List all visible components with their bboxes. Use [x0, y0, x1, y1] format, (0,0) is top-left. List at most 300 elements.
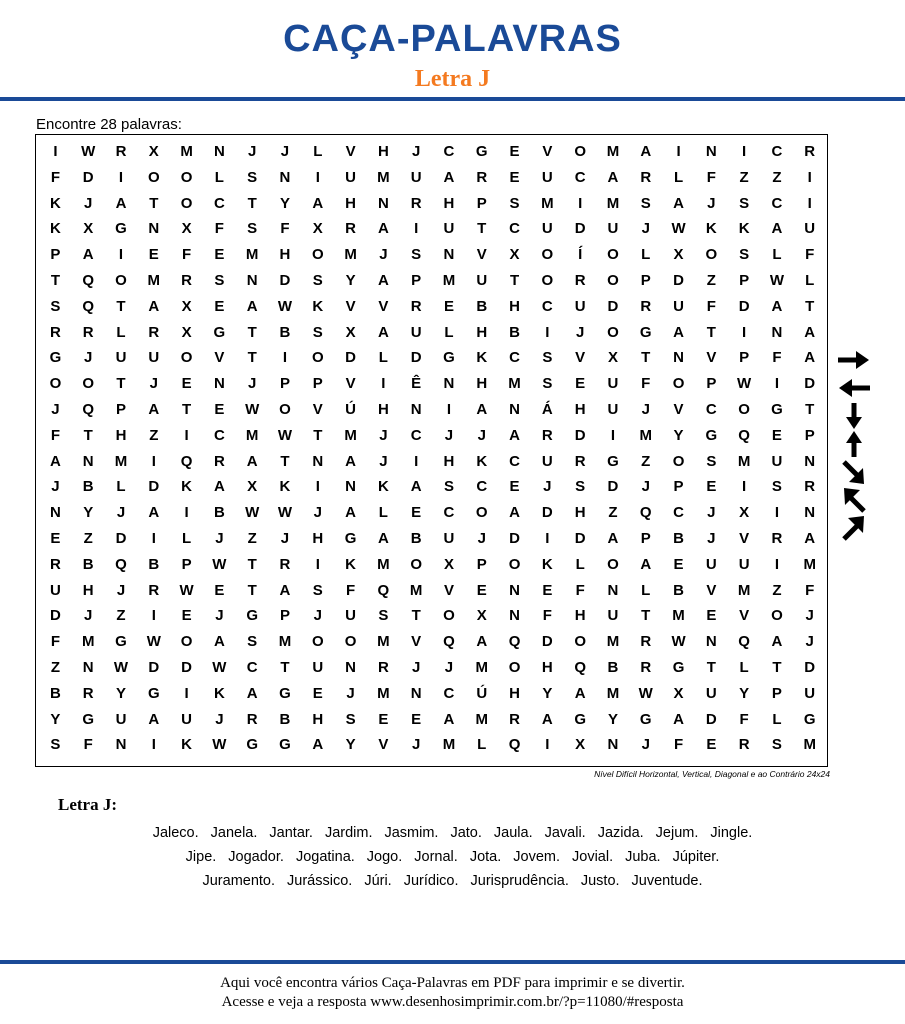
- word-list-line: [0, 872, 905, 890]
- grid-cell: I: [774, 375, 780, 393]
- grid-cell: G: [115, 220, 127, 238]
- grid-cell: M: [475, 658, 488, 676]
- grid-cell: V: [542, 143, 553, 160]
- grid-cell: N: [345, 478, 356, 496]
- grid-cell: F: [182, 246, 192, 264]
- grid-cell: I: [151, 452, 156, 470]
- grid-cell: Z: [50, 658, 60, 676]
- grid-cell: P: [312, 375, 323, 393]
- grid-cell: V: [443, 581, 454, 599]
- grid-cell: A: [148, 504, 160, 522]
- grid-cell: P: [640, 529, 651, 547]
- grid-cell: F: [50, 426, 60, 444]
- word-item: Júri.: [364, 873, 392, 889]
- arrow-up-left-icon: [836, 486, 872, 514]
- grid-cell: L: [444, 323, 454, 341]
- grid-cell: R: [509, 710, 520, 728]
- grid-cell: F: [772, 349, 782, 367]
- grid-cell: A: [377, 271, 389, 289]
- word-item: Jejum.: [655, 825, 699, 841]
- grid-cell: X: [509, 246, 520, 264]
- grid-cell: V: [739, 529, 750, 547]
- grid-cell: U: [607, 375, 619, 393]
- grid-cell: V: [476, 246, 487, 264]
- grid-cell: L: [214, 168, 224, 186]
- grid-cell: C: [443, 143, 455, 160]
- grid-cell: T: [116, 375, 126, 393]
- word-item: Jogo.: [366, 849, 403, 865]
- grid-cell: A: [804, 529, 816, 547]
- grid-cell: M: [377, 555, 390, 573]
- grid-cell: C: [213, 426, 225, 444]
- grid-cell: S: [411, 246, 422, 264]
- grid-cell: E: [411, 504, 422, 522]
- grid-cell: G: [344, 529, 357, 547]
- grid-cell: A: [443, 710, 455, 728]
- grid-cell: N: [509, 400, 520, 418]
- direction-legend: [836, 346, 872, 542]
- grid-cell: O: [115, 271, 127, 289]
- grid-cell: R: [804, 143, 816, 160]
- grid-cell: D: [148, 658, 160, 676]
- grid-cell: W: [737, 375, 752, 393]
- grid-cell: K: [541, 555, 553, 573]
- grid-cell: J: [575, 323, 585, 341]
- grid-cell: Q: [574, 658, 586, 676]
- grid-cell: Q: [639, 504, 652, 522]
- footer-link[interactable]: Acesse e veja a resposta www.desenhosimprimir.com.br/?p=11080/#resposta: [221, 994, 684, 1010]
- grid-cell: O: [443, 607, 455, 625]
- grid-cell: R: [574, 452, 586, 470]
- grid-cell: Q: [115, 555, 127, 573]
- grid-cell: X: [247, 478, 258, 496]
- grid-cell: U: [607, 400, 619, 418]
- grid-cell: U: [443, 529, 455, 547]
- grid-cell: A: [410, 478, 422, 496]
- grid-cell: V: [706, 581, 717, 599]
- grid-cell: S: [739, 194, 750, 212]
- grid-cell: A: [509, 504, 520, 522]
- grid-cell: N: [82, 452, 94, 470]
- grid-cell: T: [509, 271, 520, 289]
- grid-cell: X: [443, 555, 454, 573]
- grid-cell: I: [151, 736, 156, 754]
- grid-cell: T: [706, 323, 716, 341]
- grid-cell: M: [377, 684, 390, 702]
- grid-cell: O: [771, 607, 783, 625]
- grid-cell: H: [312, 529, 324, 547]
- grid-cell: I: [315, 555, 320, 573]
- grid-cell: L: [116, 478, 126, 496]
- grid-cell: L: [313, 143, 323, 160]
- grid-cell: J: [444, 426, 454, 444]
- grid-cell: T: [116, 297, 126, 315]
- grid-cell: J: [805, 607, 814, 625]
- grid-cell: N: [312, 452, 324, 470]
- grid-cell: S: [509, 194, 520, 212]
- grid-cell: E: [706, 478, 717, 496]
- word-item: Júpiter.: [672, 849, 720, 865]
- grid-cell: I: [53, 143, 58, 160]
- grid-cell: R: [574, 271, 586, 289]
- grid-cell: L: [378, 349, 388, 367]
- grid-cell: T: [805, 297, 815, 315]
- grid-cell: A: [640, 555, 652, 573]
- grid-cell: E: [411, 710, 422, 728]
- grid-cell: P: [673, 478, 684, 496]
- grid-cell: W: [671, 220, 686, 238]
- grid-cell: X: [607, 349, 618, 367]
- grid-cell: A: [476, 400, 488, 418]
- grid-cell: G: [443, 349, 455, 367]
- grid-cell: U: [541, 452, 553, 470]
- grid-cell: Ú: [345, 400, 356, 418]
- grid-cell: Y: [673, 426, 684, 444]
- grid-cell: J: [641, 478, 650, 496]
- grid-cell: R: [476, 168, 488, 186]
- grid-cell: O: [180, 168, 193, 186]
- grid-cell: Z: [149, 426, 159, 444]
- grid-cell: J: [51, 400, 60, 418]
- grid-cell: G: [49, 349, 62, 367]
- grid-cell: S: [378, 607, 389, 625]
- grid-cell: I: [545, 529, 550, 547]
- grid-cell: O: [607, 555, 619, 573]
- grid-cell: S: [214, 271, 225, 289]
- grid-cell: X: [575, 736, 586, 754]
- grid-cell: I: [446, 400, 452, 418]
- grid-cell: H: [312, 710, 324, 728]
- grid-cell: V: [378, 736, 389, 754]
- grid-cell: H: [574, 504, 586, 522]
- grid-cell: C: [574, 168, 586, 186]
- grid-cell: N: [246, 271, 258, 289]
- word-item: Javali.: [544, 825, 586, 841]
- grid-cell: O: [279, 400, 291, 418]
- grid-cell: C: [509, 452, 520, 470]
- grid-cell: Q: [508, 736, 521, 754]
- grid-cell: T: [411, 607, 421, 625]
- grid-cell: N: [607, 581, 619, 599]
- grid-cell: C: [410, 426, 422, 444]
- word-item: Jaleco.: [152, 825, 199, 841]
- grid-cell: S: [247, 168, 258, 186]
- grid-cell: N: [771, 323, 783, 341]
- grid-cell: R: [148, 323, 160, 341]
- grid-cell: V: [575, 349, 586, 367]
- grid-cell: G: [771, 400, 783, 418]
- grid-cell: D: [148, 478, 160, 496]
- grid-cell: W: [81, 143, 96, 160]
- grid-cell: B: [279, 710, 291, 728]
- grid-cell: Ê: [411, 375, 422, 393]
- word-item: Jogador.: [228, 849, 284, 865]
- grid-cell: Q: [738, 426, 750, 444]
- grid-cell: D: [509, 529, 520, 547]
- grid-cell: V: [345, 297, 356, 315]
- grid-cell: B: [82, 478, 94, 496]
- grid-cell: D: [607, 297, 619, 315]
- grid-cell: R: [82, 323, 94, 341]
- grid-cell: H: [443, 194, 455, 212]
- grid-cell: J: [313, 504, 322, 522]
- grid-cell: R: [771, 529, 783, 547]
- word-item: Juventude.: [631, 873, 703, 889]
- grid-cell: T: [280, 658, 290, 676]
- grid-cell: T: [641, 349, 651, 367]
- grid-cell: T: [149, 194, 159, 212]
- grid-cell: J: [379, 452, 388, 470]
- grid-cell: X: [673, 246, 684, 264]
- word-item: Jaula.: [493, 825, 533, 841]
- grid-cell: A: [607, 529, 619, 547]
- grid-cell: O: [607, 271, 619, 289]
- word-item: Jovem.: [513, 849, 560, 865]
- grid-cell: X: [312, 220, 323, 238]
- grid-cell: I: [807, 168, 812, 186]
- word-item: Juba.: [625, 849, 661, 865]
- grid-cell: N: [49, 504, 61, 522]
- grid-cell: R: [410, 194, 422, 212]
- arrow-up-right-icon: [836, 514, 872, 542]
- grid-cell: I: [414, 452, 419, 470]
- grid-cell: K: [476, 452, 488, 470]
- grid-cell: A: [312, 194, 324, 212]
- grid-cell: A: [377, 323, 389, 341]
- grid-cell: P: [640, 271, 651, 289]
- grid-cell: D: [804, 658, 816, 676]
- word-item: Jantar.: [269, 825, 313, 841]
- grid-cell: M: [672, 607, 685, 625]
- grid-cell: F: [739, 710, 749, 728]
- grid-cell: C: [771, 194, 783, 212]
- grid-cell: Q: [443, 633, 455, 651]
- grid-cell: G: [705, 426, 718, 444]
- grid-cell: M: [344, 426, 357, 444]
- grid-cell: G: [279, 736, 291, 754]
- grid-cell: W: [212, 658, 227, 676]
- grid-cell: E: [673, 555, 684, 573]
- grid-cell: O: [508, 658, 521, 676]
- grid-cell: I: [676, 143, 681, 160]
- grid-cell: Q: [82, 271, 95, 289]
- grid-cell: Y: [739, 684, 750, 702]
- grid-cell: S: [50, 736, 61, 754]
- grid-cell: S: [312, 581, 323, 599]
- grid-cell: M: [803, 555, 816, 573]
- grid-cell: L: [641, 581, 651, 599]
- grid-cell: J: [280, 143, 290, 160]
- grid-cell: F: [50, 168, 60, 186]
- word-list-line: [0, 848, 905, 866]
- grid-cell: T: [805, 400, 815, 418]
- grid-cell: J: [543, 478, 552, 496]
- grid-cell: O: [180, 633, 193, 651]
- footer-divider: [0, 960, 905, 964]
- grid-cell: V: [345, 375, 356, 393]
- grid-cell: F: [641, 375, 651, 393]
- grid-cell: S: [443, 478, 454, 496]
- grid-cell: Z: [247, 529, 257, 547]
- grid-cell: U: [607, 220, 619, 238]
- grid-cell: A: [82, 246, 94, 264]
- grid-cell: U: [541, 220, 553, 238]
- grid-cell: T: [247, 194, 257, 212]
- grid-cell: B: [49, 684, 61, 702]
- grid-cell: V: [411, 633, 422, 651]
- grid-cell: J: [84, 607, 93, 625]
- grid-cell: L: [805, 271, 815, 289]
- grid-cell: M: [737, 581, 751, 599]
- grid-cell: F: [542, 607, 552, 625]
- grid-cell: H: [345, 194, 356, 212]
- grid-cell: P: [706, 375, 717, 393]
- grid-cell: P: [279, 375, 290, 393]
- grid-cell: Z: [772, 168, 782, 186]
- grid-cell: R: [115, 143, 127, 160]
- grid-cell: A: [345, 504, 356, 522]
- grid-cell: J: [411, 736, 421, 754]
- grid-cell: T: [247, 349, 257, 367]
- grid-cell: L: [772, 710, 782, 728]
- grid-cell: J: [280, 529, 290, 547]
- grid-cell: H: [541, 658, 553, 676]
- grid-cell: G: [82, 710, 95, 728]
- grid-cell: U: [49, 581, 61, 599]
- grid-cell: Y: [279, 194, 290, 212]
- grid-cell: X: [181, 297, 192, 315]
- grid-cell: D: [49, 607, 61, 625]
- grid-cell: U: [312, 658, 324, 676]
- grid-cell: I: [184, 504, 189, 522]
- grid-cell: F: [673, 736, 684, 754]
- grid-cell: S: [575, 478, 586, 496]
- grid-cell: M: [278, 633, 292, 651]
- grid-cell: K: [49, 194, 61, 212]
- grid-cell: N: [82, 658, 94, 676]
- grid-cell: P: [739, 349, 750, 367]
- word-item: Jardim.: [324, 825, 373, 841]
- grid-cell: F: [214, 220, 224, 238]
- grid-cell: N: [804, 452, 816, 470]
- grid-cell: L: [673, 168, 684, 186]
- grid-cell: C: [476, 478, 488, 496]
- grid-cell: X: [181, 323, 192, 341]
- grid-cell: J: [477, 529, 486, 547]
- grid-cell: J: [116, 581, 126, 599]
- grid-cell: M: [114, 452, 128, 470]
- grid-cell: A: [509, 426, 520, 444]
- grid-cell: A: [213, 633, 225, 651]
- grid-cell: P: [476, 555, 487, 573]
- grid-cell: G: [147, 684, 160, 702]
- grid-cell: U: [345, 607, 356, 625]
- grid-cell: E: [771, 426, 782, 444]
- grid-cell: D: [804, 375, 816, 393]
- grid-cell: M: [147, 271, 161, 289]
- grid-cell: Z: [772, 581, 782, 599]
- grid-cell: I: [774, 555, 780, 573]
- grid-cell: T: [706, 658, 716, 676]
- grid-cell: A: [574, 684, 586, 702]
- grid-cell: F: [280, 220, 290, 238]
- grid-cell: F: [706, 168, 716, 186]
- grid-cell: Í: [578, 246, 583, 264]
- grid-cell: N: [410, 684, 422, 702]
- grid-cell: V: [739, 607, 750, 625]
- grid-cell: O: [49, 375, 62, 393]
- grid-cell: E: [214, 400, 225, 418]
- grid-cell: A: [49, 452, 61, 470]
- grid-cell: Z: [83, 529, 93, 547]
- grid-cell: X: [673, 684, 684, 702]
- grid-cell: I: [381, 375, 386, 393]
- grid-cell: H: [115, 426, 127, 444]
- grid-cell: E: [214, 246, 225, 264]
- grid-cell: H: [574, 607, 586, 625]
- grid-cell: J: [346, 684, 355, 702]
- grid-cell: D: [279, 271, 291, 289]
- grid-cell: R: [640, 633, 652, 651]
- grid-cell: W: [671, 633, 686, 651]
- grid-cell: O: [705, 246, 718, 264]
- grid-cell: J: [805, 633, 814, 651]
- grid-cell: B: [279, 323, 291, 341]
- grid-cell: A: [541, 710, 553, 728]
- grid-cell: E: [181, 375, 192, 393]
- grid-cell: I: [118, 246, 124, 264]
- grid-cell: O: [344, 633, 357, 651]
- arrow-down-icon: [836, 402, 872, 430]
- grid-cell: D: [738, 297, 750, 315]
- grid-cell: E: [509, 478, 520, 496]
- grid-cell: S: [247, 220, 258, 238]
- grid-cell: A: [443, 168, 455, 186]
- grid-cell: G: [639, 710, 652, 728]
- grid-cell: C: [443, 684, 455, 702]
- grid-cell: I: [315, 168, 320, 186]
- grid-cell: G: [246, 736, 259, 754]
- grid-cell: N: [115, 736, 127, 754]
- grid-cell: N: [148, 220, 160, 238]
- grid-cell: J: [84, 194, 93, 212]
- grid-cell: C: [213, 194, 225, 212]
- grid-cell: X: [345, 323, 356, 341]
- puzzle-instruction: Encontre 28 palavras:: [36, 116, 182, 133]
- grid-cell: N: [213, 375, 225, 393]
- grid-cell: G: [115, 633, 127, 651]
- grid-cell: E: [214, 581, 225, 599]
- arrow-up-icon: [836, 430, 872, 458]
- grid-cell: A: [213, 478, 225, 496]
- grid-cell: W: [277, 426, 293, 444]
- grid-cell: K: [476, 349, 488, 367]
- grid-cell: G: [672, 658, 685, 676]
- grid-cell: U: [476, 271, 488, 289]
- grid-cell: I: [578, 194, 583, 212]
- grid-cell: M: [606, 143, 620, 160]
- grid-cell: G: [574, 710, 586, 728]
- grid-cell: O: [311, 349, 324, 367]
- grid-cell: E: [575, 375, 586, 393]
- grid-cell: C: [509, 349, 520, 367]
- grid-cell: S: [247, 633, 258, 651]
- grid-cell: U: [705, 555, 717, 573]
- grid-cell: T: [247, 581, 257, 599]
- grid-cell: Q: [82, 400, 95, 418]
- grid-cell: S: [312, 271, 323, 289]
- grid-cell: J: [641, 400, 650, 418]
